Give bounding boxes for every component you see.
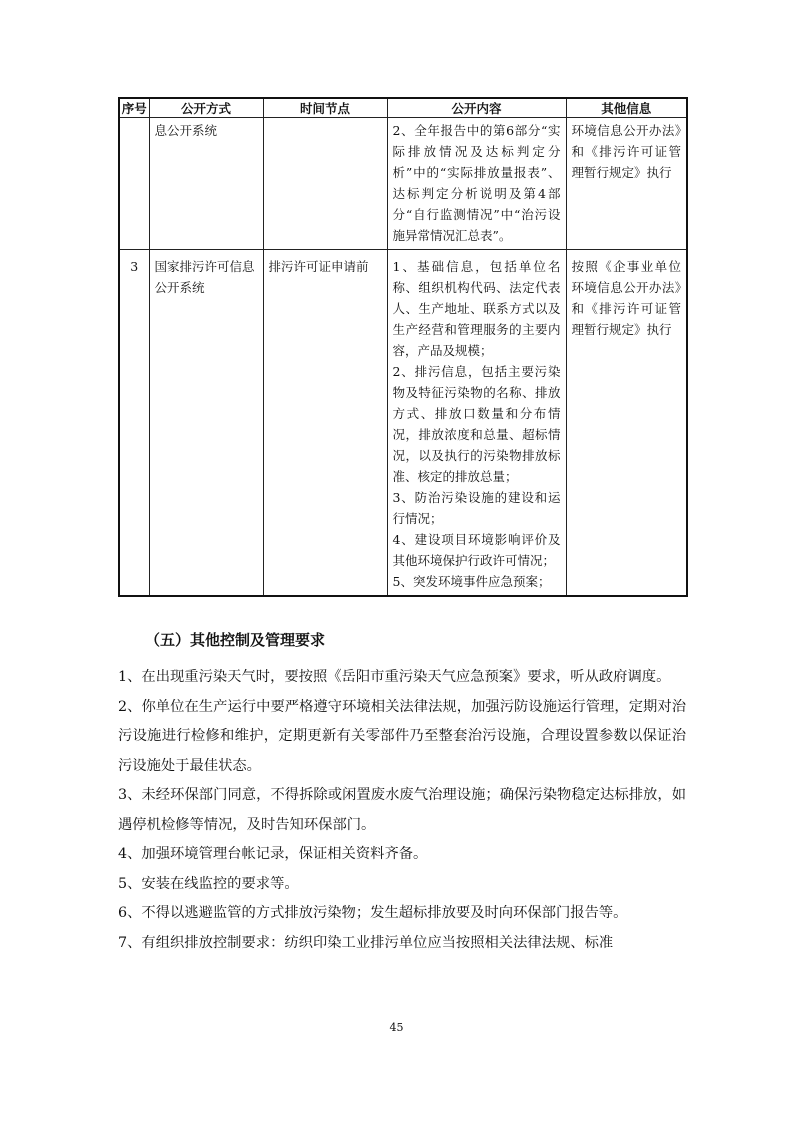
cell-seq bbox=[119, 118, 149, 250]
content-item: 2、排污信息，包括主要污染物及特征污染物的名称、排放方式、排放口数量和分布情况，排放浓度和总量、超标情况，以及执行的污染物排放标准、核定的排放总量； bbox=[392, 364, 561, 484]
content-item: 2、全年报告中的第6部分“实际排放情况及达标判定分析”中的“实际排放量报表”、达标判定分析说明及第4部分“自行监测情况”中“治污设施异常情况汇总表”。 bbox=[392, 123, 561, 243]
table-row bbox=[119, 118, 687, 250]
section-body bbox=[118, 663, 686, 958]
cell-time: 排污许可证申请前 bbox=[263, 250, 387, 597]
paragraph: 3、未经环保部门同意，不得拆除或闲置废水废气治理设施；确保污染物稳定达标排放，如遇停机检修等情况，及时告知环保部门。 bbox=[118, 787, 686, 833]
content-item: 5、突发环境事件应急预案； bbox=[392, 574, 551, 589]
paragraph: 6、不得以逃避监管的方式排放污染物；发生超标排放要及时向环保部门报告等。 bbox=[118, 905, 628, 921]
paragraph: 4、加强环境管理台帐记录，保证相关资料齐备。 bbox=[118, 846, 428, 862]
cell-time bbox=[263, 118, 387, 250]
cell-content bbox=[387, 250, 566, 597]
content-item: 4、建设项目环境影响评价及其他环境保护行政许可情况； bbox=[392, 532, 561, 568]
content-item: 1、基础信息，包括单位名称、组织机构代码、法定代表人、生产地址、联系方式以及生产经营和管理服务的主要内容，产品及规模； bbox=[392, 259, 561, 358]
header-method: 公开方式 bbox=[149, 98, 263, 118]
header-note: 其他信息 bbox=[566, 98, 687, 118]
page-number: 45 bbox=[389, 1021, 404, 1034]
header-time: 时间节点 bbox=[263, 98, 387, 118]
cell-method: 息公开系统 bbox=[149, 118, 263, 250]
cell-note: 按照《企事业单位环境信息公开办法》和《排污许可证管理暂行规定》执行 bbox=[566, 250, 687, 597]
cell-content bbox=[387, 118, 566, 250]
table-header-row bbox=[119, 98, 687, 118]
header-content: 公开内容 bbox=[387, 98, 566, 118]
cell-method: 国家排污许可信息公开系统 bbox=[149, 250, 263, 597]
cell-seq: 3 bbox=[119, 250, 149, 597]
header-seq: 序号 bbox=[119, 98, 149, 118]
section-title: （五）其他控制及管理要求 bbox=[145, 631, 326, 649]
content-item: 3、防治污染设施的建设和运行情况； bbox=[392, 490, 561, 526]
paragraph: 5、安装在线监控的要求等。 bbox=[118, 875, 299, 892]
paragraph: 7、有组织排放控制要求：纺织印染工业排污单位应当按照相关法律法规、标准 bbox=[118, 934, 614, 951]
paragraph: 1、在出现重污染天气时，要按照《岳阳市重污染天气应急预案》要求，听从政府调度。 bbox=[118, 669, 671, 685]
disclosure-table bbox=[118, 97, 688, 597]
paragraph: 2、你单位在生产运行中要严格遵守环境相关法律法规，加强污防设施运行管理，定期对治污设施进行检修和维护，定期更新有关零部件乃至整套治污设施，合理设置参数以保证治污设施处于最佳状态。 bbox=[118, 698, 686, 774]
table-row bbox=[119, 250, 687, 597]
cell-note: 环境信息公开办法》和《排污许可证管理暂行规定》执行 bbox=[566, 118, 687, 250]
